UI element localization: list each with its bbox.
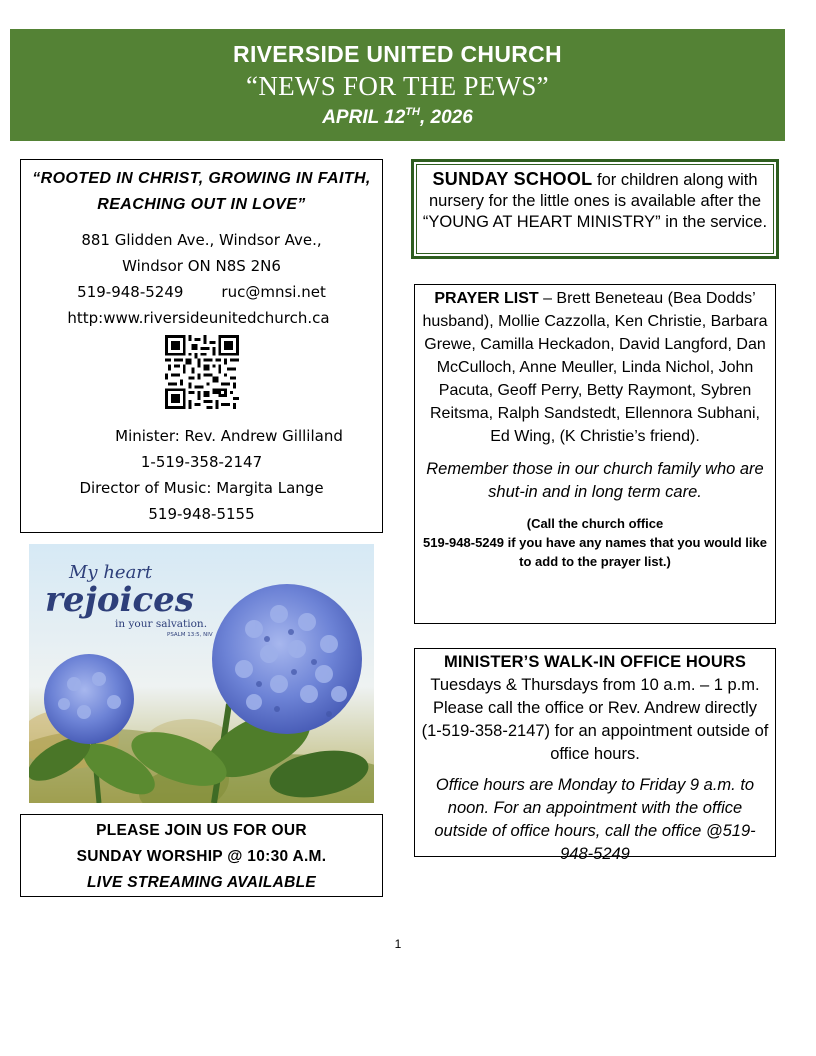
- prayer-list-names: – Brett Beneteau (Bea Dodds’ husband), Mollie Cazzolla, Ken Christie, Barbara Grewe, Camilla Heckadon, David Langford, Dan McCulloch, Anne Meuller, Linda Nichol, John Pacuta, Geoff Perry, Betty Raymont, Sybren Reitsma, Ralph Sandstedt, Ellennora Subhani, Ed Wing, (K Christie’s friend).: [422, 290, 768, 445]
- office-hours-text: Tuesdays & Thursdays from 10 a.m. – 1 p.m. Please call the office or Rev. Andrew directly (1-519-358-2147) for an appointment outside of office hours.: [421, 676, 769, 763]
- sunday-school-box: [411, 159, 779, 259]
- church-phone: 519-948-5249: [77, 283, 184, 301]
- church-motto: “ROOTED IN CHRIST, GROWING IN FAITH, REACHING OUT IN LOVE”: [32, 170, 371, 213]
- newsletter-date: [10, 107, 785, 129]
- verse-line-3: in your salvation.: [115, 618, 208, 630]
- verse-line-1: My heart: [69, 562, 153, 583]
- office-hours-box: [414, 648, 776, 863]
- newsletter-header: [10, 29, 785, 141]
- join-line-3: LIVE STREAMING AVAILABLE: [86, 874, 317, 891]
- newsletter-title: “NEWS FOR THE PEWS”: [246, 71, 549, 101]
- church-info-box: [20, 159, 383, 533]
- verse-citation: PSALM 13:5, NIV: [167, 632, 213, 638]
- church-website[interactable]: http:www.riversideunitedchurch.ca: [67, 309, 330, 327]
- music-director-phone: 519-948-5155: [148, 505, 255, 523]
- office-hours-heading: MINISTER’S WALK-IN OFFICE HOURS: [444, 653, 746, 671]
- prayer-call: [421, 514, 769, 571]
- join-line-1: PLEASE JOIN US FOR OUR: [96, 822, 307, 839]
- address-line-2: Windsor ON N8S 2N6: [122, 257, 281, 275]
- date-suffix: TH: [405, 106, 420, 118]
- music-director: Director of Music: Margita Lange: [79, 479, 324, 497]
- qr-code-icon: [165, 335, 239, 409]
- prayer-list-box: [414, 284, 776, 624]
- join-line-2: SUNDAY WORSHIP @ 10:30 A.M.: [76, 848, 327, 865]
- sunday-school-text: for children along with nursery for the little ones is available after the “YOUNG AT HEART MINISTRY” in the service.: [422, 171, 768, 231]
- office-hours-general: Office hours are Monday to Friday 9 a.m. to noon. For an appointment with the office outside of office hours, call the office @519-948-5249: [434, 776, 756, 863]
- church-name: RIVERSIDE UNITED CHURCH: [233, 41, 562, 67]
- church-email[interactable]: ruc@mnsi.net: [221, 283, 326, 301]
- verse-line-2: rejoices: [45, 580, 194, 620]
- prayer-call-line-2: 519-948-5249 if you have any names that you would like to add to the prayer list.): [423, 535, 767, 569]
- sunday-school-heading: SUNDAY SCHOOL: [432, 169, 593, 189]
- worship-invitation-box: [20, 814, 383, 897]
- address-line-1: 881 Glidden Ave., Windsor Ave.,: [81, 231, 322, 249]
- contact-row: [21, 279, 382, 305]
- prayer-list: [421, 287, 769, 448]
- prayer-list-heading: PRAYER LIST: [434, 290, 539, 307]
- minister-phone: 1-519-358-2147: [140, 453, 263, 471]
- date-year: , 2026: [419, 107, 473, 128]
- page-number: 1: [394, 937, 402, 951]
- prayer-call-line-1: (Call the church office: [526, 516, 664, 531]
- hydrangea-photo: [29, 544, 374, 803]
- minister-name: Minister: Rev. Andrew Gilliland: [115, 427, 343, 445]
- prayer-remember: Remember those in our church family who are shut-in and in long term care.: [426, 460, 764, 501]
- date-month-day: APRIL 12: [322, 107, 406, 128]
